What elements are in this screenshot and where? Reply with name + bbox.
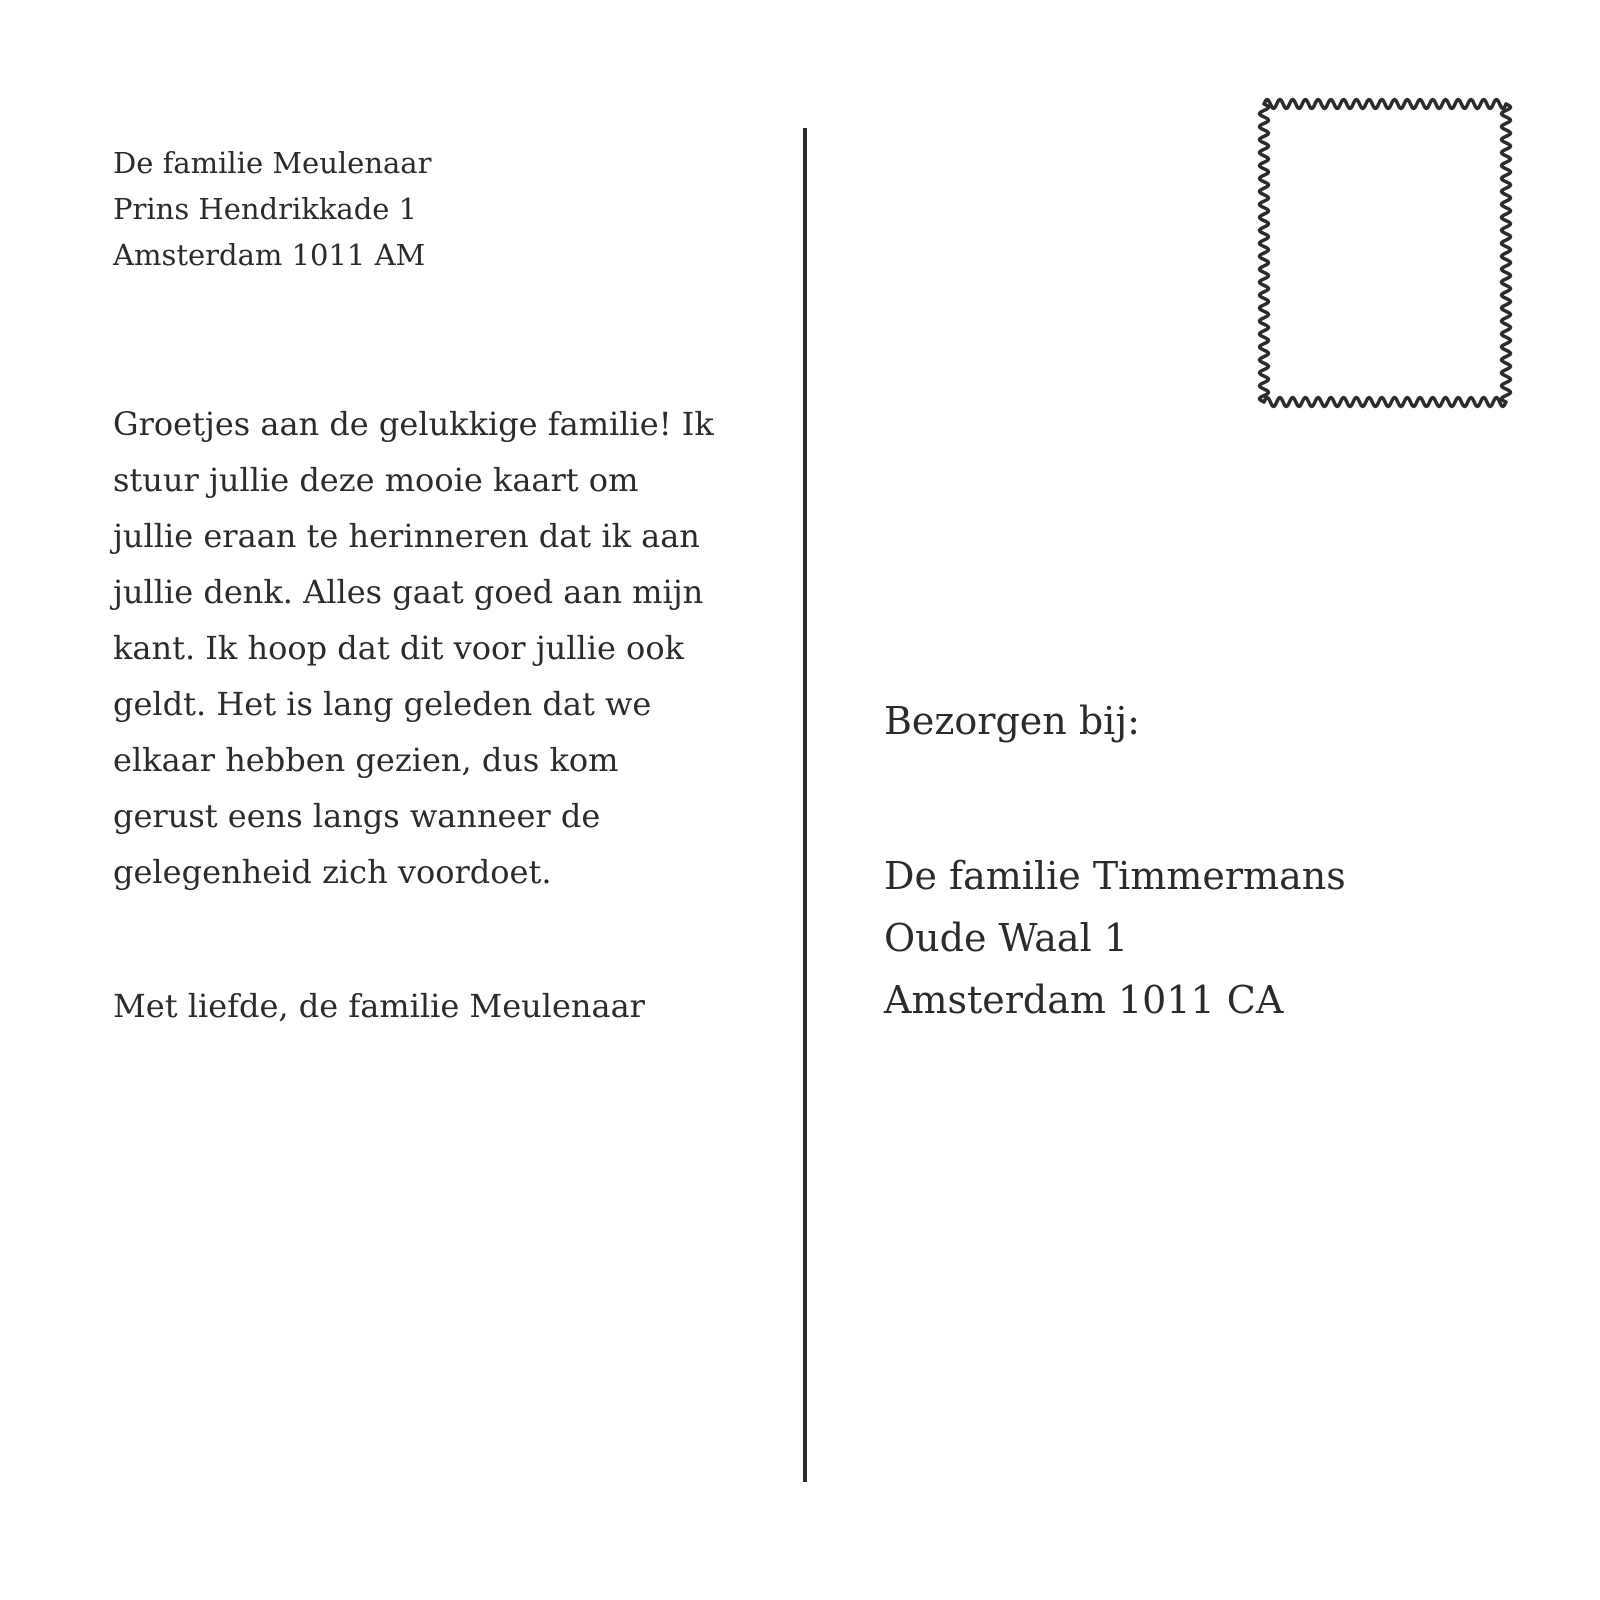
message-line: gerust eens langs wanneer de (113, 797, 601, 835)
message-body (113, 396, 713, 900)
sender-address (113, 140, 431, 278)
message-line: gelegenheid zich voordoet. (113, 853, 552, 891)
message-line: jullie eraan te herinneren dat ik aan (113, 517, 700, 555)
deliver-to-label: Bezorgen bij: (884, 699, 1140, 743)
recipient-name: De familie Timmermans (884, 854, 1346, 898)
postage-stamp-icon (1256, 96, 1514, 410)
message-line: elkaar hebben gezien, dus kom (113, 741, 619, 779)
sender-city: Amsterdam 1011 AM (113, 238, 426, 272)
message-line: kant. Ik hoop dat dit voor jullie ook (113, 629, 684, 667)
message-line: stuur jullie deze mooie kaart om (113, 461, 639, 499)
recipient-address (884, 845, 1346, 1031)
signature: Met liefde, de familie Meulenaar (113, 987, 645, 1025)
recipient-city: Amsterdam 1011 CA (884, 978, 1284, 1022)
sender-name: De familie Meulenaar (113, 146, 432, 180)
recipient-street: Oude Waal 1 (884, 916, 1128, 960)
center-divider (803, 128, 807, 1482)
message-line: Groetjes aan de gelukkige familie! Ik (113, 405, 714, 443)
sender-street: Prins Hendrikkade 1 (113, 192, 418, 226)
message-line: geldt. Het is lang geleden dat we (113, 685, 652, 723)
message-line: jullie denk. Alles gaat goed aan mijn (113, 573, 704, 611)
